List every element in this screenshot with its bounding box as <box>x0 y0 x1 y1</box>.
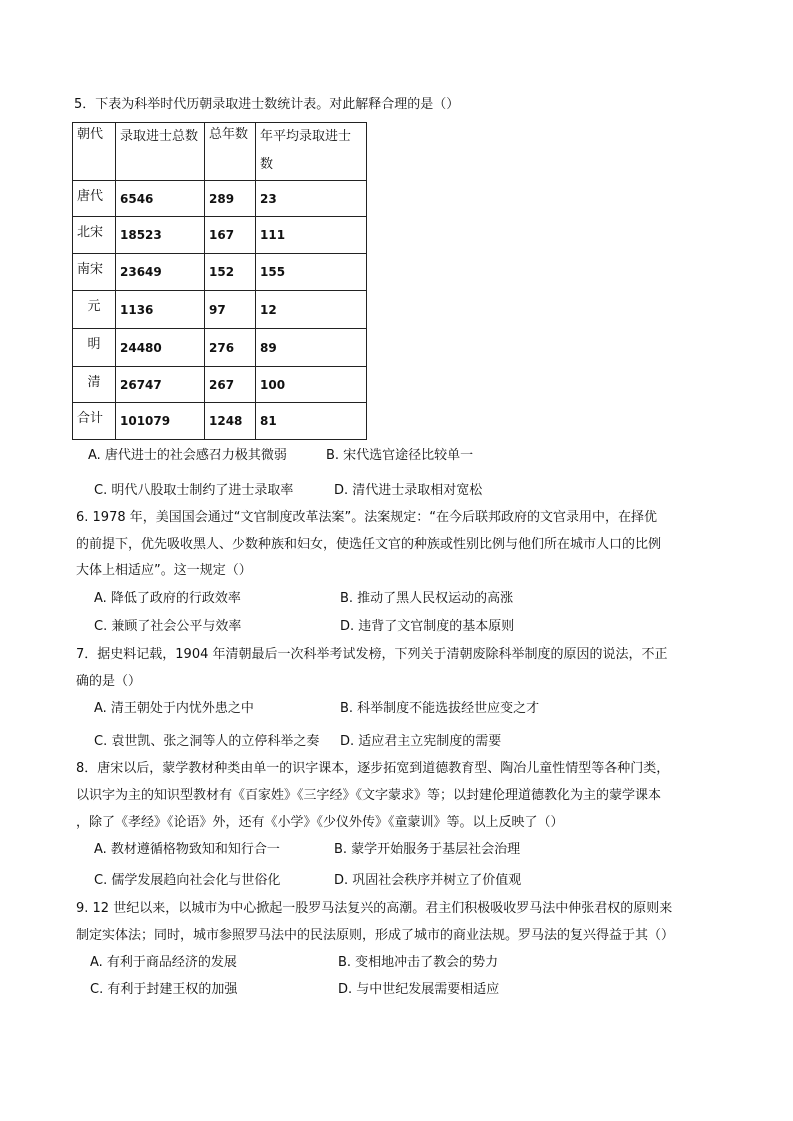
q6-option-a: A. 降低了政府的行政效率 <box>94 591 241 606</box>
q7-option-d: D. 适应君主立宪制度的需要 <box>340 734 502 749</box>
q8-option-b: B. 蒙学开始服务于基层社会治理 <box>334 842 521 857</box>
q5-stem: 5．下表为科举时代历朝录取进士数统计表。对此解释合理的是（） <box>74 97 460 112</box>
table-row <box>73 291 367 329</box>
total-cell: 24480 <box>116 329 205 367</box>
dynasty-cell: 唐代 <box>73 181 116 217</box>
dynasty-cell: 明 <box>73 329 116 367</box>
q9-option-d: D. 与中世纪发展需要相适应 <box>338 982 500 997</box>
q7-stem-line-1: 7．据史料记载，1904 年清朝最后一次科举考试发榜，下列关于清朝废除科举制度的原因的说法，不正 <box>76 647 668 662</box>
dynasty-cell: 清 <box>73 367 116 403</box>
total-cell: 101079 <box>116 403 205 440</box>
total-cell: 18523 <box>116 217 205 254</box>
total-cell: 23649 <box>116 254 205 291</box>
q5-jinshi-table <box>72 122 367 440</box>
average-cell: 111 <box>256 217 367 254</box>
q6-stem-line-3: 大体上相适应”。这一规定（） <box>76 563 252 578</box>
q7-stem-line-2: 确的是（） <box>76 674 142 689</box>
table-row <box>73 181 367 217</box>
total-cell: 26747 <box>116 367 205 403</box>
table-header-cell: 年平均录取进士数 <box>256 123 367 181</box>
q6-stem-line-1: 6. 1978 年，美国国会通过“文官制度改革法案”。法案规定：“在今后联邦政府的文官录用中，在择优 <box>76 510 657 525</box>
years-cell: 289 <box>205 181 256 217</box>
q8-stem-line-2: 以识字为主的知识型教材有《百家姓》《三字经》《文字蒙求》等；以封建伦理道德教化为主的蒙学课本 <box>76 788 662 803</box>
average-cell: 23 <box>256 181 367 217</box>
dynasty-cell: 元 <box>73 291 116 329</box>
q7-option-b: B. 科举制度不能选拔经世应变之才 <box>340 701 540 716</box>
total-cell: 1136 <box>116 291 205 329</box>
q7-option-c: C. 袁世凯、张之洞等人的立停科举之奏 <box>94 734 320 749</box>
table-header-row <box>73 123 367 181</box>
q9-stem-line-2: 制定实体法；同时，城市参照罗马法中的民法原则，形成了城市的商业法规。罗马法的复兴得益于其（） <box>76 928 675 943</box>
average-cell: 12 <box>256 291 367 329</box>
q7-option-a: A. 清王朝处于内忧外患之中 <box>94 701 254 716</box>
q9-option-c: C. 有利于封建王权的加强 <box>90 982 238 997</box>
q8-option-a: A. 教材遵循格物致知和知行合一 <box>94 842 280 857</box>
table-row <box>73 367 367 403</box>
q8-stem-line-1: 8．唐宋以后，蒙学教材种类由单一的识字课本，逐步拓宽到道德教育型、陶冶儿童性情型等各种门类， <box>76 761 670 776</box>
years-cell: 97 <box>205 291 256 329</box>
table-total-row <box>73 403 367 440</box>
table-header-cell: 录取进士总数 <box>116 123 205 181</box>
table-header-cell: 朝代 <box>73 123 116 181</box>
q9-option-a: A. 有利于商品经济的发展 <box>90 955 237 970</box>
total-cell: 6546 <box>116 181 205 217</box>
dynasty-cell: 南宋 <box>73 254 116 291</box>
years-cell: 167 <box>205 217 256 254</box>
years-cell: 276 <box>205 329 256 367</box>
table-row <box>73 329 367 367</box>
years-cell: 1248 <box>205 403 256 440</box>
q6-stem-line-2: 的前提下，优先吸收黑人、少数种族和妇女，使选任文官的种族或性别比例与他们所在城市人口的比例 <box>76 537 662 552</box>
q9-option-b: B. 变相地冲击了教会的势力 <box>338 955 499 970</box>
dynasty-cell: 合计 <box>73 403 116 440</box>
years-cell: 152 <box>205 254 256 291</box>
years-cell: 267 <box>205 367 256 403</box>
average-cell: 81 <box>256 403 367 440</box>
q8-option-d: D. 巩固社会秩序并树立了价值观 <box>334 873 522 888</box>
q6-option-b: B. 推动了黑人民权运动的高涨 <box>340 591 514 606</box>
dynasty-cell: 北宋 <box>73 217 116 254</box>
q6-option-d: D. 违背了文官制度的基本原则 <box>340 619 515 634</box>
table-row <box>73 217 367 254</box>
average-cell: 155 <box>256 254 367 291</box>
average-cell: 100 <box>256 367 367 403</box>
q5-option-c: C. 明代八股取士制约了进士录取率 <box>94 483 294 498</box>
q8-stem-line-3: ，除了《孝经》《论语》外，还有《小学》《少仪外传》《童蒙训》等。以上反映了（） <box>76 815 564 830</box>
q5-option-a: A. 唐代进士的社会感召力极其微弱 <box>88 448 287 463</box>
q5-option-d: D. 清代进士录取相对宽松 <box>334 483 483 498</box>
q5-option-b: B. 宋代选官途径比较单一 <box>326 448 474 463</box>
q8-option-c: C. 儒学发展趋向社会化与世俗化 <box>94 873 281 888</box>
q9-stem-line-1: 9. 12 世纪以来，以城市为中心掀起一股罗马法复兴的高潮。君主们积极吸收罗马法中伸张君权的原则来 <box>76 901 673 916</box>
q6-option-c: C. 兼顾了社会公平与效率 <box>94 619 242 634</box>
table-header-cell: 总年数 <box>205 123 256 181</box>
average-cell: 89 <box>256 329 367 367</box>
table-row <box>73 254 367 291</box>
